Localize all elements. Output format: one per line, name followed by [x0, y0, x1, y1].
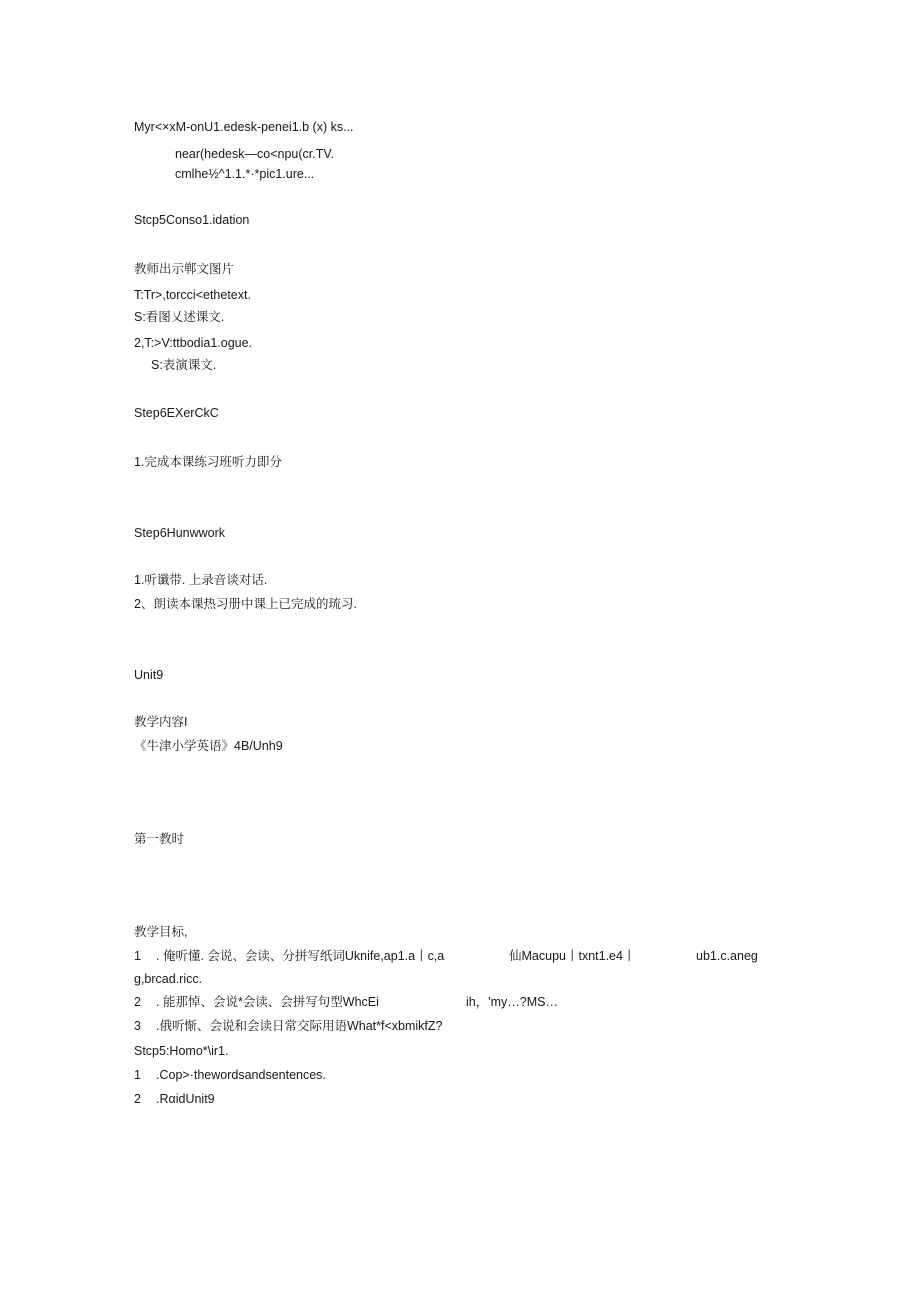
- list-number: 3: [134, 1019, 141, 1033]
- text-line: Myr<×xM-onU1.edesk-penei1.b (x) ks...: [134, 120, 354, 134]
- list-item-text: ub1.c.aneg: [696, 949, 758, 963]
- section-heading: Stcp5:Homo*\ir1.: [134, 1044, 229, 1058]
- text-line: 1.听谶带. 上录音谈对话.: [134, 573, 268, 587]
- text-line: 教学内容I: [134, 715, 188, 729]
- list-item-text: .俄听惭、会说和会读日常交际用语What*f<xbmikfZ?: [156, 1019, 443, 1033]
- text-line: 教师出示郸文图片: [134, 262, 235, 276]
- text-line: T:Tr>,torcci<ethetext.: [134, 288, 251, 302]
- list-item-text: ih，'my…?MS…: [466, 995, 558, 1009]
- list-item-text: .RαidUnit9: [156, 1092, 215, 1106]
- text-line: 教学目标,: [134, 925, 188, 939]
- lesson-heading: 第一教时: [134, 832, 185, 846]
- text-line: S:表演课文.: [151, 358, 217, 372]
- unit-heading: Unit9: [134, 668, 164, 682]
- text-line: cmlhe½^1.1.*·*pic1.ure...: [175, 167, 315, 181]
- list-number: 2: [134, 995, 141, 1009]
- list-number: 1: [134, 1068, 141, 1082]
- text-line: S:看图乂述课文.: [134, 310, 225, 324]
- list-item-text: 仙Macupu丨txnt1.e4丨: [509, 949, 636, 963]
- text-line: near(hedesk—co<npu(cr.TV.: [175, 147, 335, 161]
- text-line: 2、朗读本课热习册中课上已完成的琉习.: [134, 597, 357, 611]
- list-number: 1: [134, 949, 141, 963]
- list-item-text: .Cop>·thewordsandsentences.: [156, 1068, 326, 1082]
- text-line: g,brcad.ricc.: [134, 972, 203, 986]
- list-item-text: . 俺听懂. 会说、会读、分拼写纸词Uknife,ap1.a丨c,a: [156, 949, 445, 963]
- text-line: 《牛津小学英语》4B/Unh9: [134, 739, 283, 753]
- section-heading: Stcp5Conso1.idation: [134, 213, 250, 227]
- list-item-text: . 能那悼、会说*会读、会拼写句型WhcEi: [156, 995, 379, 1009]
- text-line: 1.完成本课练习班听力即分: [134, 455, 282, 469]
- section-heading: Step6Hunwwork: [134, 526, 226, 540]
- list-number: 2: [134, 1092, 141, 1106]
- section-heading: Step6EXerCkC: [134, 406, 219, 420]
- text-line: 2,T:>V:ttbodia1.ogue.: [134, 336, 253, 350]
